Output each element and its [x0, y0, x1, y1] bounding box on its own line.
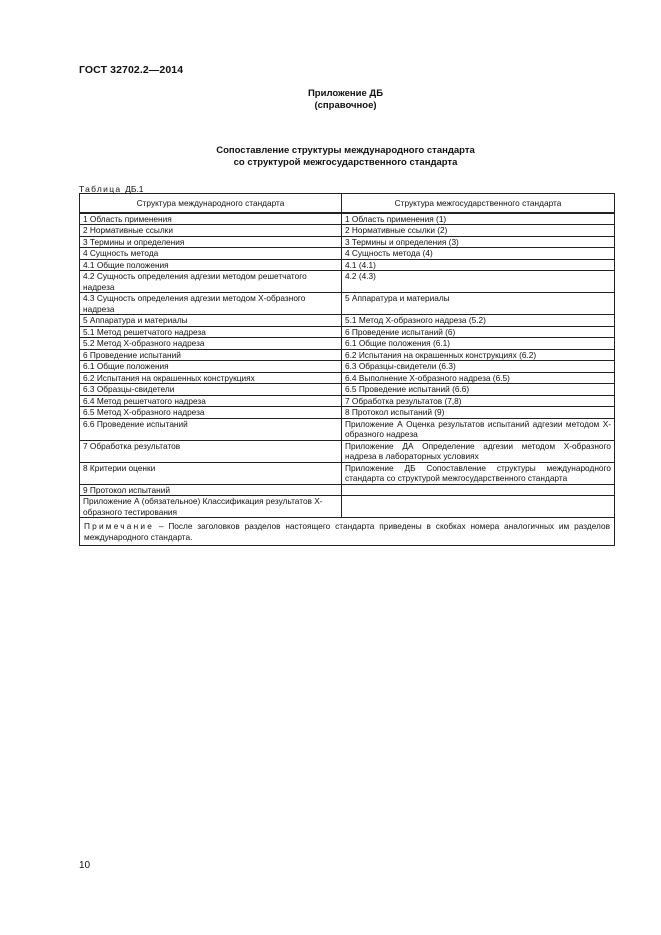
cell-interstate	[342, 496, 615, 518]
cell-interstate: 6.3 Образцы-свидетели (6.3)	[342, 361, 615, 373]
column-header-international: Структура международного стандарта	[80, 194, 342, 213]
table-row	[80, 213, 615, 225]
cell-international: 4 Сущность метода	[80, 248, 342, 260]
cell-international: 5.2 Метод X-образного надреза	[80, 338, 342, 350]
table-row	[80, 293, 615, 315]
table-caption-number: ДБ.1	[125, 184, 144, 194]
appendix-heading	[0, 88, 661, 112]
cell-interstate: 4.1 (4.1)	[342, 259, 615, 271]
note-text: – После заголовков разделов настоящего стандарта приведены в скобках номера аналогичных им разделов международного стандарта.	[84, 521, 610, 542]
table-row	[80, 315, 615, 327]
table-row	[80, 248, 615, 260]
comparison-table	[79, 193, 615, 546]
cell-international: 4.1 Общие положения	[80, 259, 342, 271]
cell-interstate: 6.5 Проведение испытаний (6.6)	[342, 384, 615, 396]
cell-international: 7 Обработка результатов	[80, 440, 342, 462]
cell-interstate: 2 Нормативные ссылки (2)	[342, 225, 615, 237]
table-row	[80, 484, 615, 496]
cell-interstate	[342, 484, 615, 496]
table-caption-word: Таблица	[79, 184, 122, 194]
cell-international: 4.2 Сущность определения адгезии методом решетчатого надреза	[80, 271, 342, 293]
cell-international: 6.5 Метод X-образного надреза	[80, 407, 342, 419]
table-row	[80, 407, 615, 419]
document-title-line-1: Сопоставление структуры международного стандарта	[216, 145, 475, 156]
column-header-interstate: Структура межгосударственного стандарта	[342, 194, 615, 213]
table-row	[80, 338, 615, 350]
cell-international: 6 Проведение испытаний	[80, 349, 342, 361]
table-row	[80, 271, 615, 293]
cell-interstate: Приложение ДБ Сопоставление структуры международного стандарта со структурой межгосударственного стандарта	[342, 462, 615, 484]
table-row	[80, 496, 615, 518]
table-row	[80, 326, 615, 338]
cell-interstate: Приложение А Оценка результатов испытаний адгезии методом X-образного надреза	[342, 418, 615, 440]
table-row	[80, 259, 615, 271]
cell-international: 9 Протокол испытаний	[80, 484, 342, 496]
document-title	[0, 145, 661, 169]
cell-international: 6.2 Испытания на окрашенных конструкциях	[80, 372, 342, 384]
cell-interstate: 6 Проведение испытаний (6)	[342, 326, 615, 338]
cell-interstate: 6.2 Испытания на окрашенных конструкциях (6.2)	[342, 349, 615, 361]
cell-interstate: 6.4 Выполнение X-образного надреза (6.5)	[342, 372, 615, 384]
table-row	[80, 395, 615, 407]
cell-interstate: 8 Протокол испытаний (9)	[342, 407, 615, 419]
cell-interstate: 4.2 (4.3)	[342, 271, 615, 293]
cell-interstate: Приложение ДА Определение адгезии методом X-образного надреза в лабораторных условиях	[342, 440, 615, 462]
cell-interstate: 3 Термины и определения (3)	[342, 236, 615, 248]
document-title-line-2: со структурой межгосударственного стандарта	[233, 157, 458, 168]
appendix-title: Приложение ДБ	[307, 88, 384, 99]
cell-international: 3 Термины и определения	[80, 236, 342, 248]
standard-code: ГОСТ 32702.2—2014	[79, 64, 184, 76]
cell-international: 5 Аппаратура и материалы	[80, 315, 342, 327]
cell-international: 4.3 Сущность определения адгезии методом X-образного надреза	[80, 293, 342, 315]
cell-international: 6.3 Образцы-свидетели	[80, 384, 342, 396]
cell-international: 2 Нормативные ссылки	[80, 225, 342, 237]
note-label: Примечание	[84, 521, 155, 531]
table-note	[80, 518, 615, 546]
cell-international: 6.1 Общие положения	[80, 361, 342, 373]
table-row	[80, 361, 615, 373]
table-row	[80, 349, 615, 361]
cell-international: 1 Область применения	[80, 213, 342, 225]
cell-international: 8 Критерии оценки	[80, 462, 342, 484]
table-row	[80, 384, 615, 396]
table-note-row	[80, 518, 615, 546]
cell-international: 5.1 Метод решетчатого надреза	[80, 326, 342, 338]
table-row	[80, 236, 615, 248]
table-row	[80, 225, 615, 237]
cell-interstate: 5 Аппаратура и материалы	[342, 293, 615, 315]
cell-interstate: 7 Обработка результатов (7,8)	[342, 395, 615, 407]
cell-interstate: 1 Область применения (1)	[342, 213, 615, 225]
table-body	[80, 213, 615, 518]
table-row	[80, 440, 615, 462]
cell-international: 6.4 Метод решетчатого надреза	[80, 395, 342, 407]
appendix-subtitle: (справочное)	[314, 100, 377, 111]
cell-interstate: 5.1 Метод X-образного надреза (5.2)	[342, 315, 615, 327]
table-row	[80, 462, 615, 484]
cell-interstate: 6.1 Общие положения (6.1)	[342, 338, 615, 350]
table-row	[80, 418, 615, 440]
cell-interstate: 4 Сущность метода (4)	[342, 248, 615, 260]
cell-international: Приложение А (обязательное) Классификация результатов X-образного тестирования	[80, 496, 342, 518]
table-row	[80, 372, 615, 384]
table-header-row	[80, 194, 615, 213]
page-number: 10	[79, 860, 91, 871]
cell-international: 6.6 Проведение испытаний	[80, 418, 342, 440]
